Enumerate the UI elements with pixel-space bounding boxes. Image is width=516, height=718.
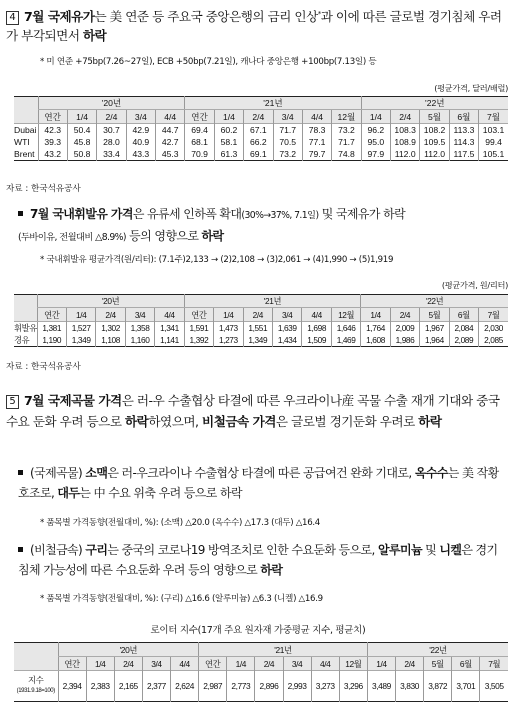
oil-unit: (평균가격, 달러/배럴) — [434, 83, 508, 93]
reuters-title: 로이터 지수(17개 주요 원자재 가중평균 지수, 평균치) — [150, 625, 366, 636]
bullet-icon — [18, 547, 23, 552]
data-cell: 1,381 — [37, 322, 66, 335]
data-cell: 1,349 — [66, 334, 95, 347]
column-header: 1/4 — [367, 657, 395, 671]
data-cell: 1,358 — [125, 322, 154, 335]
data-cell: 1,141 — [155, 334, 184, 347]
column-header: 7월 — [479, 308, 508, 322]
column-header: 2/4 — [255, 657, 283, 671]
section-number: 5 — [6, 395, 19, 409]
data-cell: 1,646 — [331, 322, 360, 335]
column-header: 6월 — [449, 308, 478, 322]
data-cell: 108.3 — [391, 124, 420, 137]
year-2020: '20년 — [58, 643, 199, 657]
column-header: 6월 — [449, 110, 478, 124]
year-2021: '21년 — [184, 295, 361, 308]
data-cell: 2,383 — [86, 671, 114, 702]
column-header: 2/4 — [391, 110, 420, 124]
data-cell: 3,872 — [424, 671, 452, 702]
data-cell: 73.2 — [273, 148, 302, 161]
data-cell: 1,591 — [184, 322, 213, 335]
fuel-note: * 국내휘발유 평균가격(원/리터): (7.1주)2,133 → (2)2,108 → (3)2,061 → (4)1,990 → (5)1,919 — [40, 255, 394, 265]
data-cell: 113.3 — [449, 124, 478, 137]
column-header: 3/4 — [125, 308, 154, 322]
data-cell: 2,165 — [114, 671, 142, 702]
section-4-text: 4 7월 국제유가는 美 연준 등 주요국 중앙은행의 금리 인상*과 이에 따른 글로벌 경기침체 우려가 부각되면서 하락 — [6, 9, 502, 44]
data-cell: 45.8 — [67, 136, 96, 148]
column-header: 1/4 — [66, 308, 95, 322]
data-cell: 69.1 — [244, 148, 273, 161]
data-cell: 1,302 — [96, 322, 125, 335]
year-2022: '22년 — [361, 97, 508, 110]
period-header-row — [14, 308, 508, 322]
column-header: 5월 — [424, 657, 452, 671]
table-row — [14, 671, 508, 702]
data-cell: 1,469 — [331, 334, 360, 347]
data-cell: 1,608 — [361, 334, 390, 347]
data-cell: 1,639 — [273, 322, 302, 335]
metal-note: * 품목별 가격동향(전월대비, %): (구리) △16.6 (알루미늄) △6.3 (니켈) △16.9 — [40, 594, 323, 604]
column-header: 3/4 — [283, 657, 311, 671]
column-header: 3/4 — [273, 308, 302, 322]
data-cell: 30.7 — [97, 124, 126, 137]
row-label: 지수 (1931.9.18=100) — [16, 675, 55, 694]
data-cell: 70.9 — [185, 148, 214, 161]
data-cell: 77.1 — [302, 136, 331, 148]
data-cell: 1,967 — [420, 322, 449, 335]
oil-price-table — [14, 96, 508, 161]
data-cell: 68.1 — [185, 136, 214, 148]
data-cell: 1,341 — [155, 322, 184, 335]
data-cell: 105.1 — [479, 148, 508, 161]
column-header: 5월 — [420, 110, 449, 124]
column-header: 6월 — [452, 657, 480, 671]
data-cell: 78.3 — [302, 124, 331, 137]
data-cell: 42.9 — [126, 124, 155, 137]
data-cell: 2,993 — [283, 671, 311, 702]
data-cell: 2,896 — [255, 671, 283, 702]
data-cell: 1,527 — [66, 322, 95, 335]
data-cell: 43.2 — [38, 148, 67, 161]
data-cell: 1,509 — [302, 334, 331, 347]
data-cell: 3,830 — [396, 671, 424, 702]
data-cell: 45.3 — [156, 148, 185, 161]
data-cell: 43.3 — [126, 148, 155, 161]
row-label: 휘발유 — [14, 323, 37, 333]
column-header: 2/4 — [114, 657, 142, 671]
data-cell: 117.5 — [449, 148, 478, 161]
fuel-bullet: 7월 국내휘발유 가격은 유류세 인하폭 확대(30%→37%, 7.1일) 및 국제유가 하락 (두바이유, 전월대비 △8.9%) 등의 영향으로 하락 — [18, 207, 406, 243]
data-cell: 58.1 — [214, 136, 243, 148]
data-cell: 2,377 — [142, 671, 170, 702]
oil-source: 자료 : 한국석유공사 — [6, 184, 81, 194]
table-row — [14, 322, 508, 335]
data-cell: 70.5 — [273, 136, 302, 148]
table-row — [14, 136, 508, 148]
data-cell: 108.2 — [420, 124, 449, 137]
year-2020: '20년 — [38, 97, 185, 110]
year-row — [14, 97, 508, 110]
column-header: 연간 — [37, 308, 66, 322]
data-cell: 67.1 — [244, 124, 273, 137]
year-2021: '21년 — [199, 643, 368, 657]
data-cell: 2,773 — [227, 671, 255, 702]
data-cell: 114.3 — [449, 136, 478, 148]
data-cell: 71.7 — [273, 124, 302, 137]
column-header: 2/4 — [96, 308, 125, 322]
data-cell: 1,434 — [273, 334, 302, 347]
column-header: 4/4 — [311, 657, 339, 671]
column-header: 7월 — [479, 110, 508, 124]
data-cell: 2,394 — [58, 671, 86, 702]
bullet-icon — [18, 211, 23, 216]
data-cell: 44.7 — [156, 124, 185, 137]
data-cell: 109.5 — [420, 136, 449, 148]
data-cell: 103.1 — [479, 124, 508, 137]
reuters-index-table — [14, 642, 508, 702]
column-header: 3/4 — [126, 110, 155, 124]
data-cell: 99.4 — [479, 136, 508, 148]
fuel-unit: (평균가격, 원/리터) — [441, 280, 508, 290]
column-header: 2/4 — [244, 110, 273, 124]
data-cell: 1,551 — [243, 322, 272, 335]
data-cell: 42.3 — [38, 124, 67, 137]
data-cell: 1,764 — [361, 322, 390, 335]
year-row — [14, 643, 508, 657]
grain-note: * 품목별 가격동향(전월대비, %): (소맥) △20.0 (옥수수) △17.3 (대두) △16.4 — [40, 518, 320, 528]
column-header: 12월 — [339, 657, 367, 671]
data-cell: 3,273 — [311, 671, 339, 702]
section-4-note: * 미 연준 +75bp(7.26~27일), ECB +50bp(7.21일), 캐나다 중앙은행 +100bp(7.13일) 등 — [40, 57, 377, 67]
data-cell: 42.7 — [156, 136, 185, 148]
table-row — [14, 124, 508, 137]
column-header: 1/4 — [361, 110, 390, 124]
data-cell: 97.9 — [361, 148, 390, 161]
year-2021: '21년 — [185, 97, 361, 110]
column-header: 연간 — [199, 657, 227, 671]
column-header: 1/4 — [67, 110, 96, 124]
data-cell: 71.7 — [332, 136, 361, 148]
fuel-price-table — [14, 294, 508, 347]
data-cell: 95.0 — [361, 136, 390, 148]
bullet-icon — [18, 470, 23, 475]
data-cell: 2,089 — [449, 334, 478, 347]
data-cell: 79.7 — [302, 148, 331, 161]
column-header: 2/4 — [243, 308, 272, 322]
column-header: 4/4 — [171, 657, 199, 671]
column-header: 12월 — [332, 110, 361, 124]
column-header: 연간 — [58, 657, 86, 671]
column-header: 5월 — [420, 308, 449, 322]
data-cell: 1,964 — [420, 334, 449, 347]
year-row — [14, 295, 508, 308]
column-header: 연간 — [185, 110, 214, 124]
data-cell: 2,084 — [449, 322, 478, 335]
column-header: 연간 — [38, 110, 67, 124]
column-header: 3/4 — [142, 657, 170, 671]
row-label: WTI — [14, 137, 30, 147]
data-cell: 1,392 — [184, 334, 213, 347]
data-cell: 73.2 — [332, 124, 361, 137]
data-cell: 1,349 — [243, 334, 272, 347]
column-header: 7월 — [480, 657, 508, 671]
data-cell: 3,505 — [480, 671, 508, 702]
column-header: 1/4 — [86, 657, 114, 671]
data-cell: 2,085 — [479, 334, 508, 347]
data-cell: 39.3 — [38, 136, 67, 148]
data-cell: 1,698 — [302, 322, 331, 335]
data-cell: 108.9 — [391, 136, 420, 148]
column-header: 2/4 — [97, 110, 126, 124]
data-cell: 112.0 — [391, 148, 420, 161]
column-header: 1/4 — [214, 308, 243, 322]
year-2020: '20년 — [37, 295, 184, 308]
data-cell: 2,030 — [479, 322, 508, 335]
column-header: 3/4 — [273, 110, 302, 124]
corner-cell — [14, 643, 58, 671]
data-cell: 2,624 — [171, 671, 199, 702]
data-cell: 3,296 — [339, 671, 367, 702]
data-cell: 69.4 — [185, 124, 214, 137]
column-header: 2/4 — [390, 308, 419, 322]
column-header: 1/4 — [214, 110, 243, 124]
column-header: 1/4 — [361, 308, 390, 322]
data-cell: 1,986 — [390, 334, 419, 347]
data-cell: 61.3 — [214, 148, 243, 161]
column-header: 4/4 — [155, 308, 184, 322]
fuel-source: 자료 : 한국석유공사 — [6, 362, 81, 372]
data-cell: 112.0 — [420, 148, 449, 161]
year-2022: '22년 — [367, 643, 508, 657]
table-row — [14, 334, 508, 347]
data-cell: 3,489 — [367, 671, 395, 702]
section-5-text: 5 7월 국제곡물 가격은 러-우 수출협상 타결에 따른 우크라이나産 곡물 수출 재개 기대와 중국 수요 둔화 우려 등으로 하락하였으며, 비철금속 가격은 글로벌 경기둔화 우려로 하락 — [6, 393, 500, 429]
data-cell: 1,273 — [214, 334, 243, 347]
data-cell: 28.0 — [97, 136, 126, 148]
column-header: 4/4 — [302, 110, 331, 124]
section-number: 4 — [6, 11, 19, 25]
data-cell: 1,473 — [214, 322, 243, 335]
column-header: 1/4 — [227, 657, 255, 671]
row-label: 경유 — [14, 335, 30, 345]
data-cell: 2,987 — [199, 671, 227, 702]
corner-cell — [14, 295, 37, 322]
data-cell: 66.2 — [244, 136, 273, 148]
row-label: Brent — [14, 149, 35, 159]
row-label: Dubai — [14, 125, 37, 135]
column-header: 12월 — [331, 308, 360, 322]
data-cell: 60.2 — [214, 124, 243, 137]
data-cell: 2,009 — [390, 322, 419, 335]
table-row — [14, 148, 508, 161]
column-header: 2/4 — [396, 657, 424, 671]
data-cell: 1,160 — [125, 334, 154, 347]
metal-bullet: (비철금속) 구리는 중국의 코로나19 방역조치로 인한 수요둔화 등으로, 알루미늄 및 니켈은 경기침체 가능성에 따른 수요둔화 우려 등의 영향으로 하락 — [18, 543, 498, 577]
corner-cell — [14, 97, 38, 124]
data-cell: 50.4 — [67, 124, 96, 137]
data-cell: 3,701 — [452, 671, 480, 702]
data-cell: 96.2 — [361, 124, 390, 137]
period-header-row — [14, 110, 508, 124]
data-cell: 50.8 — [67, 148, 96, 161]
grain-bullet: (국제곡물) 소맥은 러-우크라이나 수출협상 타결에 따른 공급여건 완화 기대로, 옥수수는 美 작황호조로, 대두는 中 수요 위축 우려 등으로 하락 — [18, 466, 499, 500]
data-cell: 40.9 — [126, 136, 155, 148]
year-2022: '22년 — [361, 295, 508, 308]
column-header: 연간 — [184, 308, 213, 322]
data-cell: 74.8 — [332, 148, 361, 161]
data-cell: 1,108 — [96, 334, 125, 347]
data-cell: 1,190 — [37, 334, 66, 347]
data-cell: 33.4 — [97, 148, 126, 161]
period-header-row — [14, 657, 508, 671]
column-header: 4/4 — [302, 308, 331, 322]
column-header: 4/4 — [156, 110, 185, 124]
